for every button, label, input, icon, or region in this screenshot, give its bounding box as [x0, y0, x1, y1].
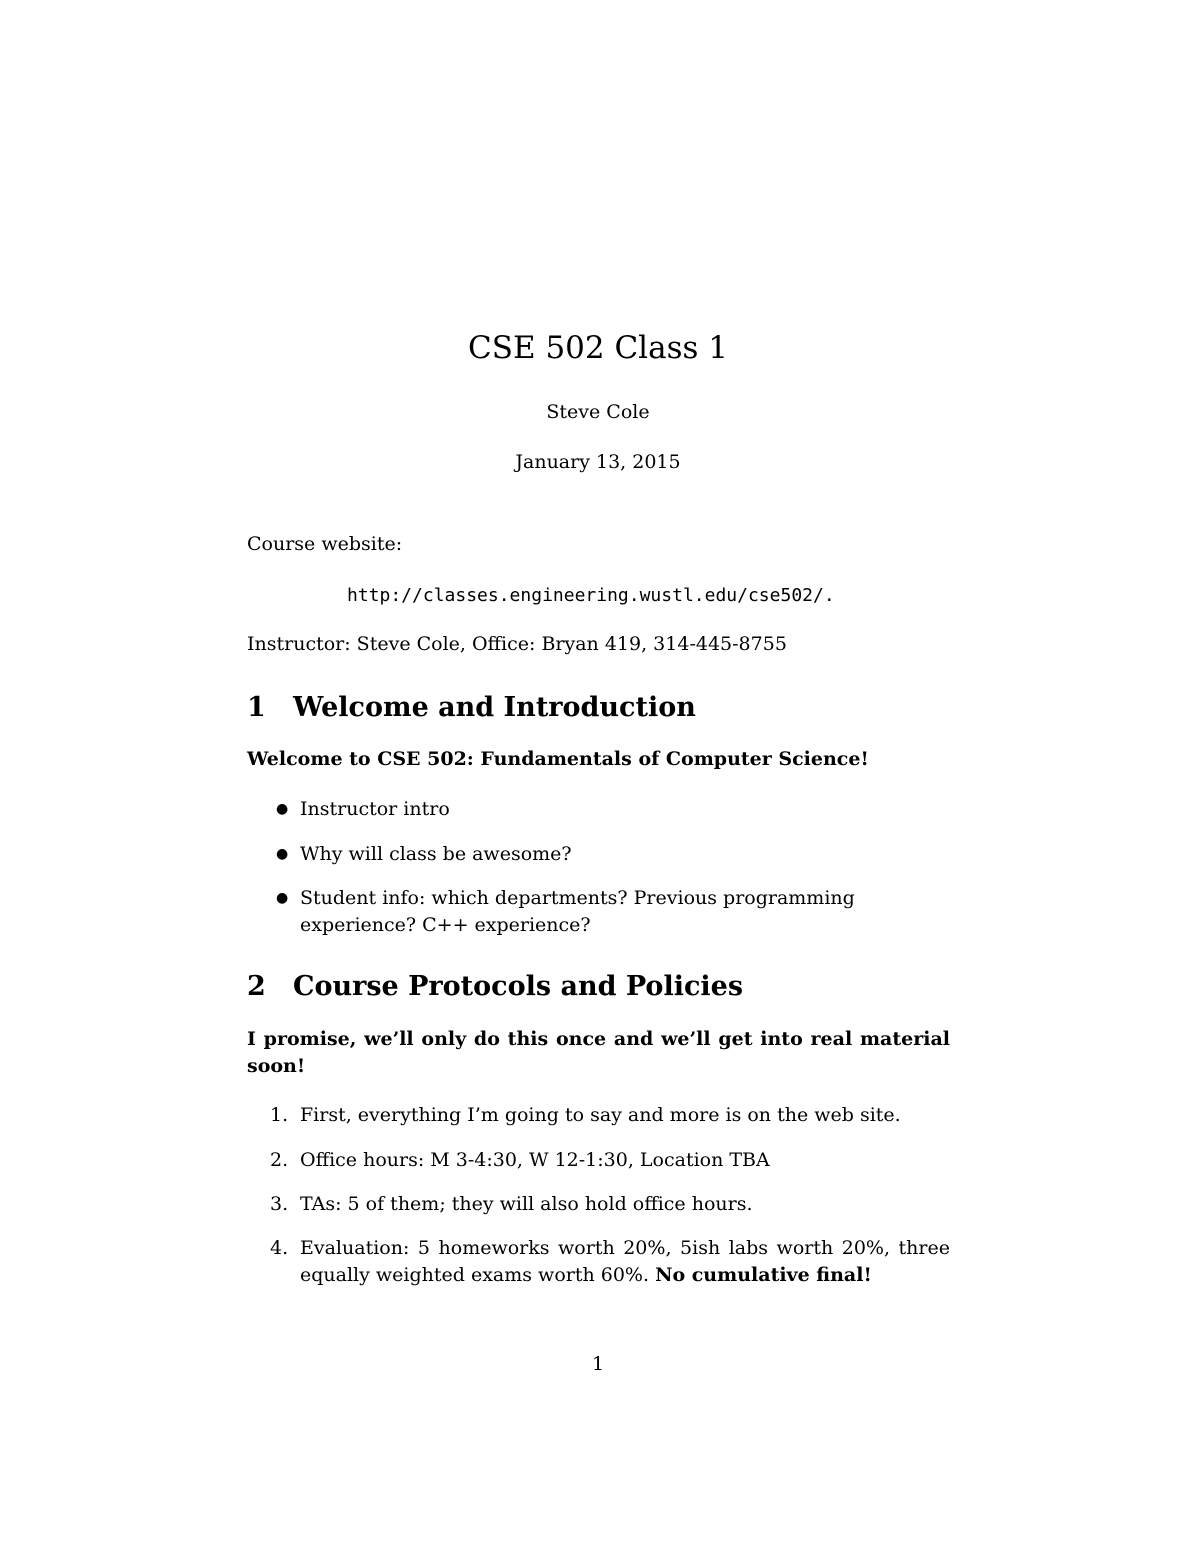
list-item: Office hours: M 3-4:30, W 12-1:30, Location TBA — [300, 1149, 770, 1171]
section-title: Welcome and Introduction — [293, 692, 696, 723]
list-item: Instructor intro — [300, 798, 450, 820]
section-1-lead: Welcome to CSE 502: Fundamentals of Computer Science! — [247, 748, 869, 770]
website-url[interactable]: http://classes.engineering.wustl.edu/cse502/. — [347, 585, 835, 606]
enum-marker: 2. — [270, 1149, 289, 1171]
bullet-icon: ● — [276, 890, 289, 906]
bullet-icon: ● — [276, 801, 289, 817]
list-item — [300, 1235, 950, 1289]
list-item-emphasis: No cumulative final! — [655, 1264, 872, 1286]
page-number: 1 — [591, 1353, 605, 1375]
list-item: TAs: 5 of them; they will also hold office hours. — [300, 1193, 753, 1215]
list-item: Student info: which departments? Previous programming experience? C++ experience? — [300, 887, 855, 936]
section-title: Course Protocols and Policies — [293, 971, 744, 1002]
list-item: Why will class be awesome? — [300, 843, 572, 865]
document-author: Steve Cole — [546, 401, 650, 423]
instructor-line: Instructor: Steve Cole, Office: Bryan 419, 314-445-8755 — [247, 633, 787, 655]
section-2-lead: I promise, we’ll only do this once and we’ll get into real material soon! — [247, 1028, 950, 1077]
list-item: First, everything I’m going to say and more is on the web site. — [300, 1104, 901, 1126]
enum-marker: 1. — [270, 1104, 289, 1126]
enum-marker: 4. — [270, 1237, 289, 1259]
section-number: 1 — [247, 692, 266, 723]
section-number: 2 — [247, 971, 266, 1002]
section-1-heading — [247, 692, 696, 723]
bullet-icon: ● — [276, 846, 289, 862]
document-date: January 13, 2015 — [515, 451, 681, 473]
enum-marker: 3. — [270, 1193, 289, 1215]
document-title: CSE 502 Class 1 — [468, 330, 728, 366]
website-label: Course website: — [247, 533, 403, 555]
list-item-text: Evaluation: 5 homeworks worth 20%, 5ish labs worth 20%, three equally weighted exams worth 60%. — [300, 1237, 950, 1286]
section-2-heading — [247, 971, 743, 1002]
